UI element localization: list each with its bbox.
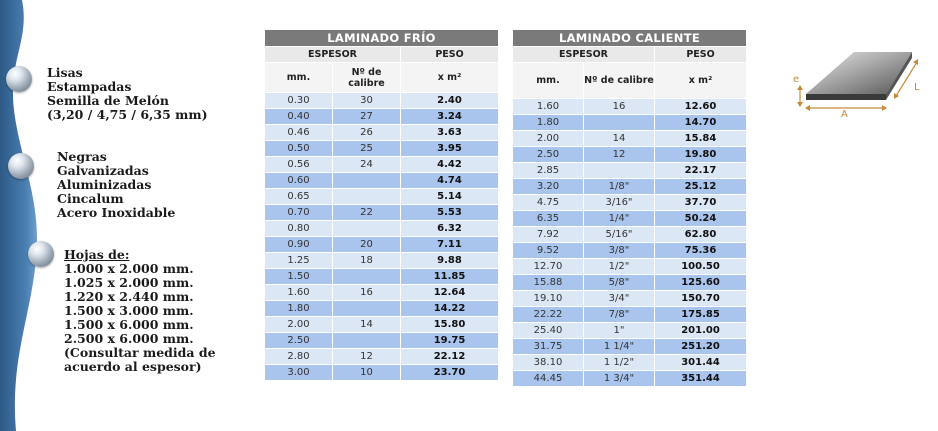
table-row xyxy=(265,141,499,157)
table-row xyxy=(265,253,499,269)
table-row xyxy=(265,221,499,237)
col-mm-header: mm. xyxy=(265,63,333,93)
table-row xyxy=(513,115,747,131)
weight-cell: 7.11 xyxy=(401,237,499,253)
thickness-cell: 38.10 xyxy=(513,355,584,371)
thickness-cell: 0.65 xyxy=(265,189,333,205)
gauge-cell xyxy=(333,221,401,237)
sheet-sizes-list xyxy=(64,248,216,374)
col-xm2-header: x m² xyxy=(655,63,747,99)
weight-cell: 12.60 xyxy=(655,99,747,115)
cold-rolled-table xyxy=(264,29,499,381)
table-row xyxy=(265,269,499,285)
table-row xyxy=(513,259,747,275)
thickness-cell: 31.75 xyxy=(513,339,584,355)
table-row xyxy=(513,227,747,243)
gauge-cell: 12 xyxy=(584,147,655,163)
table-row xyxy=(513,195,747,211)
gauge-cell: 3/8" xyxy=(584,243,655,259)
weight-cell: 125.60 xyxy=(655,275,747,291)
table-row xyxy=(265,205,499,221)
list-item: Negras xyxy=(57,149,107,164)
weight-cell: 175.85 xyxy=(655,307,747,323)
gauge-cell: 1/8" xyxy=(584,179,655,195)
list-item: Galvanizadas xyxy=(57,163,149,178)
gauge-cell xyxy=(333,189,401,205)
table-row xyxy=(265,173,499,189)
table-row xyxy=(265,189,499,205)
weight-cell: 150.70 xyxy=(655,291,747,307)
gauge-cell xyxy=(584,163,655,179)
thickness-cell: 2.50 xyxy=(265,333,333,349)
weight-cell: 15.84 xyxy=(655,131,747,147)
weight-cell: 11.85 xyxy=(401,269,499,285)
table-row xyxy=(265,125,499,141)
thickness-cell: 44.45 xyxy=(513,371,584,387)
weight-cell: 2.40 xyxy=(401,93,499,109)
table-row xyxy=(513,339,747,355)
gauge-cell: 14 xyxy=(584,131,655,147)
length-label: L xyxy=(914,82,920,93)
col-calibre-header: Nº de calibre xyxy=(333,63,401,93)
gauge-cell: 30 xyxy=(333,93,401,109)
thickness-cell: 1.80 xyxy=(265,301,333,317)
gauge-cell: 3/16" xyxy=(584,195,655,211)
weight-cell: 12.64 xyxy=(401,285,499,301)
thickness-cell: 2.00 xyxy=(513,131,584,147)
table-row xyxy=(513,275,747,291)
gauge-cell: 1 1/4" xyxy=(584,339,655,355)
table-row xyxy=(265,157,499,173)
table-row xyxy=(513,291,747,307)
thickness-cell: 0.50 xyxy=(265,141,333,157)
weight-cell: 23.70 xyxy=(401,365,499,381)
weight-cell: 5.53 xyxy=(401,205,499,221)
product-types-list xyxy=(47,66,208,122)
weight-cell: 19.75 xyxy=(401,333,499,349)
gauge-cell xyxy=(584,115,655,131)
gauge-cell: 26 xyxy=(333,125,401,141)
col-calibre-header: Nº de calibre xyxy=(584,63,655,99)
table-row xyxy=(265,365,499,381)
list-item: Acero Inoxidable xyxy=(57,205,176,220)
weight-cell: 19.80 xyxy=(655,147,747,163)
table-row xyxy=(513,243,747,259)
gauge-cell: 7/8" xyxy=(584,307,655,323)
thickness-cell: 1.60 xyxy=(513,99,584,115)
weight-cell: 4.42 xyxy=(401,157,499,173)
thickness-cell: 7.92 xyxy=(513,227,584,243)
gauge-cell: 18 xyxy=(333,253,401,269)
thickness-cell: 6.35 xyxy=(513,211,584,227)
thickness-cell: 2.80 xyxy=(265,349,333,365)
col-xm2-header: x m² xyxy=(401,63,499,93)
weight-cell: 301.44 xyxy=(655,355,747,371)
thickness-cell: 1.50 xyxy=(265,269,333,285)
table-row xyxy=(513,211,747,227)
thickness-cell: 19.10 xyxy=(513,291,584,307)
gauge-cell: 14 xyxy=(333,317,401,333)
thickness-cell: 9.52 xyxy=(513,243,584,259)
table-row xyxy=(513,355,747,371)
espesor-header: ESPESOR xyxy=(265,47,401,63)
finishes-list xyxy=(57,150,175,220)
thickness-cell: 12.70 xyxy=(513,259,584,275)
weight-cell: 22.12 xyxy=(401,349,499,365)
thickness-cell: 22.22 xyxy=(513,307,584,323)
table-row xyxy=(265,333,499,349)
table-row xyxy=(513,323,747,339)
weight-cell: 3.24 xyxy=(401,109,499,125)
list-item: 1.500 x 3.000 mm. xyxy=(64,303,194,318)
gauge-cell: 3/4" xyxy=(584,291,655,307)
gauge-cell: 24 xyxy=(333,157,401,173)
thickness-cell: 3.20 xyxy=(513,179,584,195)
gauge-cell: 22 xyxy=(333,205,401,221)
gauge-cell: 20 xyxy=(333,237,401,253)
list-item: (3,20 / 4,75 / 6,35 mm) xyxy=(47,107,208,122)
table-row xyxy=(265,93,499,109)
thickness-label: e xyxy=(793,74,800,85)
weight-cell: 201.00 xyxy=(655,323,747,339)
thickness-cell: 2.50 xyxy=(513,147,584,163)
gauge-cell: 1/2" xyxy=(584,259,655,275)
list-item: Cincalum xyxy=(57,191,124,206)
table-row xyxy=(265,349,499,365)
weight-cell: 251.20 xyxy=(655,339,747,355)
list-item: 1.025 x 2.000 mm. xyxy=(64,275,194,290)
thickness-cell: 0.90 xyxy=(265,237,333,253)
table-row xyxy=(513,99,747,115)
weight-cell: 22.17 xyxy=(655,163,747,179)
list-item: 1.500 x 6.000 mm. xyxy=(64,317,194,332)
table-row xyxy=(265,109,499,125)
list-item: 1.220 x 2.440 mm. xyxy=(64,289,194,304)
thickness-cell: 0.70 xyxy=(265,205,333,221)
weight-cell: 4.74 xyxy=(401,173,499,189)
espesor-header: ESPESOR xyxy=(513,47,655,63)
thickness-cell: 1.25 xyxy=(265,253,333,269)
weight-cell: 5.14 xyxy=(401,189,499,205)
sheet-sizes-heading: Hojas de: xyxy=(64,247,130,262)
thickness-cell: 0.56 xyxy=(265,157,333,173)
thickness-cell: 15.88 xyxy=(513,275,584,291)
weight-cell: 14.22 xyxy=(401,301,499,317)
weight-cell: 3.63 xyxy=(401,125,499,141)
thickness-cell: 2.85 xyxy=(513,163,584,179)
thickness-cell: 0.30 xyxy=(265,93,333,109)
weight-cell: 351.44 xyxy=(655,371,747,387)
gauge-cell xyxy=(333,333,401,349)
thickness-cell: 2.00 xyxy=(265,317,333,333)
gauge-cell: 12 xyxy=(333,349,401,365)
hot-rolled-table xyxy=(512,29,747,387)
table-row xyxy=(265,285,499,301)
gauge-cell xyxy=(333,269,401,285)
thickness-cell: 3.00 xyxy=(265,365,333,381)
weight-cell: 6.32 xyxy=(401,221,499,237)
gauge-cell: 16 xyxy=(333,285,401,301)
col-mm-header: mm. xyxy=(513,63,584,99)
thickness-cell: 0.46 xyxy=(265,125,333,141)
list-item: acuerdo al espesor) xyxy=(64,359,202,374)
weight-cell: 37.70 xyxy=(655,195,747,211)
thickness-cell: 0.80 xyxy=(265,221,333,237)
thickness-cell: 1.80 xyxy=(513,115,584,131)
table-title: LAMINADO CALIENTE xyxy=(513,30,747,47)
thickness-cell: 25.40 xyxy=(513,323,584,339)
gauge-cell xyxy=(333,301,401,317)
list-item: Lisas xyxy=(47,65,83,80)
gauge-cell: 1" xyxy=(584,323,655,339)
list-item: 2.500 x 6.000 mm. xyxy=(64,331,194,346)
list-item: Estampadas xyxy=(47,79,132,94)
bullet-sphere-icon xyxy=(28,241,54,267)
gauge-cell: 1 3/4" xyxy=(584,371,655,387)
gauge-cell: 10 xyxy=(333,365,401,381)
weight-cell: 62.80 xyxy=(655,227,747,243)
gauge-cell: 5/8" xyxy=(584,275,655,291)
weight-cell: 100.50 xyxy=(655,259,747,275)
table-row xyxy=(513,371,747,387)
width-label: A xyxy=(841,109,848,120)
gauge-cell: 1 1/2" xyxy=(584,355,655,371)
bullet-sphere-icon xyxy=(8,153,34,179)
table-title: LAMINADO FRÍO xyxy=(265,30,499,47)
thickness-cell: 0.40 xyxy=(265,109,333,125)
list-item: 1.000 x 2.000 mm. xyxy=(64,261,194,276)
weight-cell: 9.88 xyxy=(401,253,499,269)
gauge-cell xyxy=(333,173,401,189)
table-row xyxy=(265,301,499,317)
table-row xyxy=(513,307,747,323)
table-row xyxy=(265,237,499,253)
table-row xyxy=(513,147,747,163)
weight-cell: 25.12 xyxy=(655,179,747,195)
list-item: Semilla de Melón xyxy=(47,93,169,108)
weight-cell: 15.80 xyxy=(401,317,499,333)
thickness-cell: 1.60 xyxy=(265,285,333,301)
table-row xyxy=(513,163,747,179)
gauge-cell: 16 xyxy=(584,99,655,115)
weight-cell: 14.70 xyxy=(655,115,747,131)
thickness-cell: 4.75 xyxy=(513,195,584,211)
bullet-sphere-icon xyxy=(6,66,32,92)
gauge-cell: 25 xyxy=(333,141,401,157)
weight-cell: 75.36 xyxy=(655,243,747,259)
peso-header: PESO xyxy=(655,47,747,63)
thickness-cell: 0.60 xyxy=(265,173,333,189)
weight-cell: 50.24 xyxy=(655,211,747,227)
list-item: Aluminizadas xyxy=(57,177,152,192)
peso-header: PESO xyxy=(401,47,499,63)
list-item: (Consultar medida de xyxy=(64,345,216,360)
gauge-cell: 1/4" xyxy=(584,211,655,227)
weight-cell: 3.95 xyxy=(401,141,499,157)
gauge-cell: 5/16" xyxy=(584,227,655,243)
gauge-cell: 27 xyxy=(333,109,401,125)
table-row xyxy=(513,179,747,195)
table-row xyxy=(513,131,747,147)
sheet-dimensions-diagram xyxy=(792,48,922,123)
table-row xyxy=(265,317,499,333)
